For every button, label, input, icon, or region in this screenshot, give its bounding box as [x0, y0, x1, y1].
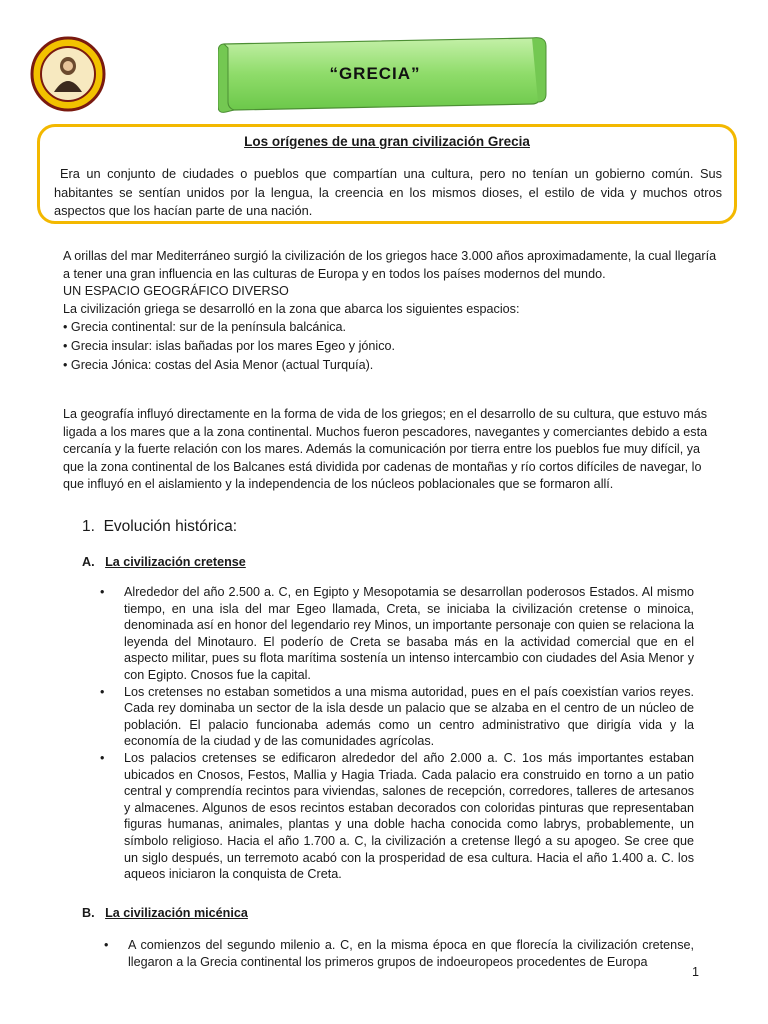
intro-text: Era un conjunto de ciudades o pueblos que compartían una cultura, pero no tenían un gobierno común. Sus habitantes se sentían unidos por la lengua, la creencia en los mismos dioses, el estilo de vida y muchos otros aspectos que los hacían parte de una nación. [54, 166, 722, 218]
space-item: • Grecia continental: sur de la península balcánica. [63, 320, 347, 334]
intro-paragraph: A orillas del mar Mediterráneo surgió la civilización de los griegos hace 3.000 años aproximadamente, la cual llegaría a tener una gran influencia en las culturas de Europa y en todos los países modernos del mundo. [63, 249, 717, 281]
cretense-list [100, 584, 694, 883]
list-item: • Los cretenses no estaban sometidos a una misma autoridad, pues en el país coexistían varios reyes. Cada rey dominaba un sector de la isla desde un palacio que se alzaba en el centro de un núcleo de población. El palacio funcionaba además como un centro administrativo que dirigía vida y la economía de la ciudad y de las comunidades agrícolas. [100, 684, 694, 749]
micenica-list [104, 937, 694, 970]
geography-block [63, 248, 721, 375]
intro-title: Los orígenes de una gran civilización Grecia [244, 134, 530, 149]
list-item: • Los palacios cretenses se edificaron alrededor del año 2.000 a. C. 1os más importantes estaban ubicados en Cnosos, Festos, Mallia y Hagia Triada. Cada palacio era construido en torno a un patio central y comprendía recintos para viviendas, salones de recepción, corredores, talleres de artesanos y almacenes. Algunos de esos recintos estaban decorados con coloridas pinturas que representaban figuras humanas, animales, plantas y una doble hacha conocida como labrys, probablemente, un símbolo religioso. Hacia el año 1.700 a. C, la civilización a cretense llegó a su apogeo. Se cree que un siglo después, un terremoto acabó con la prosperidad de esa cultura. Hacia el año 1.400 a. C. los aqueos iniciaron la conquista de Creta. [100, 750, 694, 882]
geography-paragraph: La geografía influyó directamente en la forma de vida de los griegos; en el desarrollo de su cultura, que estuvo más ligada a los mares que a la zona continental. Muchos fueron pescadores, navegantes y comerciantes debido a esta cercanía y la fuerte relación con los mares. Además la comunicación por tierra entre los pueblos fue muy difícil, ya que la zona continental de los Balcanes está dividida por cadenas de montañas y río cortos difíciles de navegar, lo que influyó en el aislamiento y la independencia de los núcleos poblacionales que se formaron allí. [63, 407, 708, 491]
section-title: Evolución histórica: [103, 518, 238, 535]
subsection-heading-a [82, 555, 246, 569]
emblem-icon [30, 36, 106, 112]
school-logo [30, 36, 106, 112]
page-number: 1 [692, 965, 700, 979]
subsection-title: La civilización cretense [105, 555, 246, 569]
section-heading [82, 518, 237, 536]
geography-heading: UN ESPACIO GEOGRÁFICO DIVERSO [63, 284, 289, 298]
subsection-letter: A. [82, 555, 95, 569]
page-title: “GRECIA” [329, 64, 421, 83]
geography-lead: La civilización griega se desarrolló en la zona que abarca los siguientes espacios: [63, 301, 520, 316]
list-item: • A comienzos del segundo milenio a. C, en la misma época en que florecía la civilización cretense, llegaron a la Grecia continental los primeros grupos de indoeuropeos procedentes de Europa [104, 938, 694, 969]
space-item: • Grecia Jónica: costas del Asia Menor (actual Turquía). [63, 358, 374, 372]
section-number: 1. [82, 518, 95, 535]
subsection-title: La civilización micénica [105, 906, 248, 920]
space-item: • Grecia insular: islas bañadas por los mares Egeo y jónico. [63, 339, 396, 353]
subsection-heading-b [82, 906, 248, 920]
list-item: • Alrededor del año 2.500 a. C, en Egipto y Mesopotamia se desarrollan poderosos Estados. Al mismo tiempo, en una isla del mar Egeo llamada, Creta, se iniciaba la civilización cretense o minoica, denominada así en honor del legendario rey Minos, un importante personaje con quien se relaciona la leyenda del Minotauro. El poderío de Creta se basaba más en la actividad comercial que en el aspecto militar, pues su flota marítima sostenía un intenso intercambio con ciudades del Asia Menor y con Egipto. Cnosos fue la capital. [100, 585, 694, 682]
subsection-letter: B. [82, 906, 95, 920]
